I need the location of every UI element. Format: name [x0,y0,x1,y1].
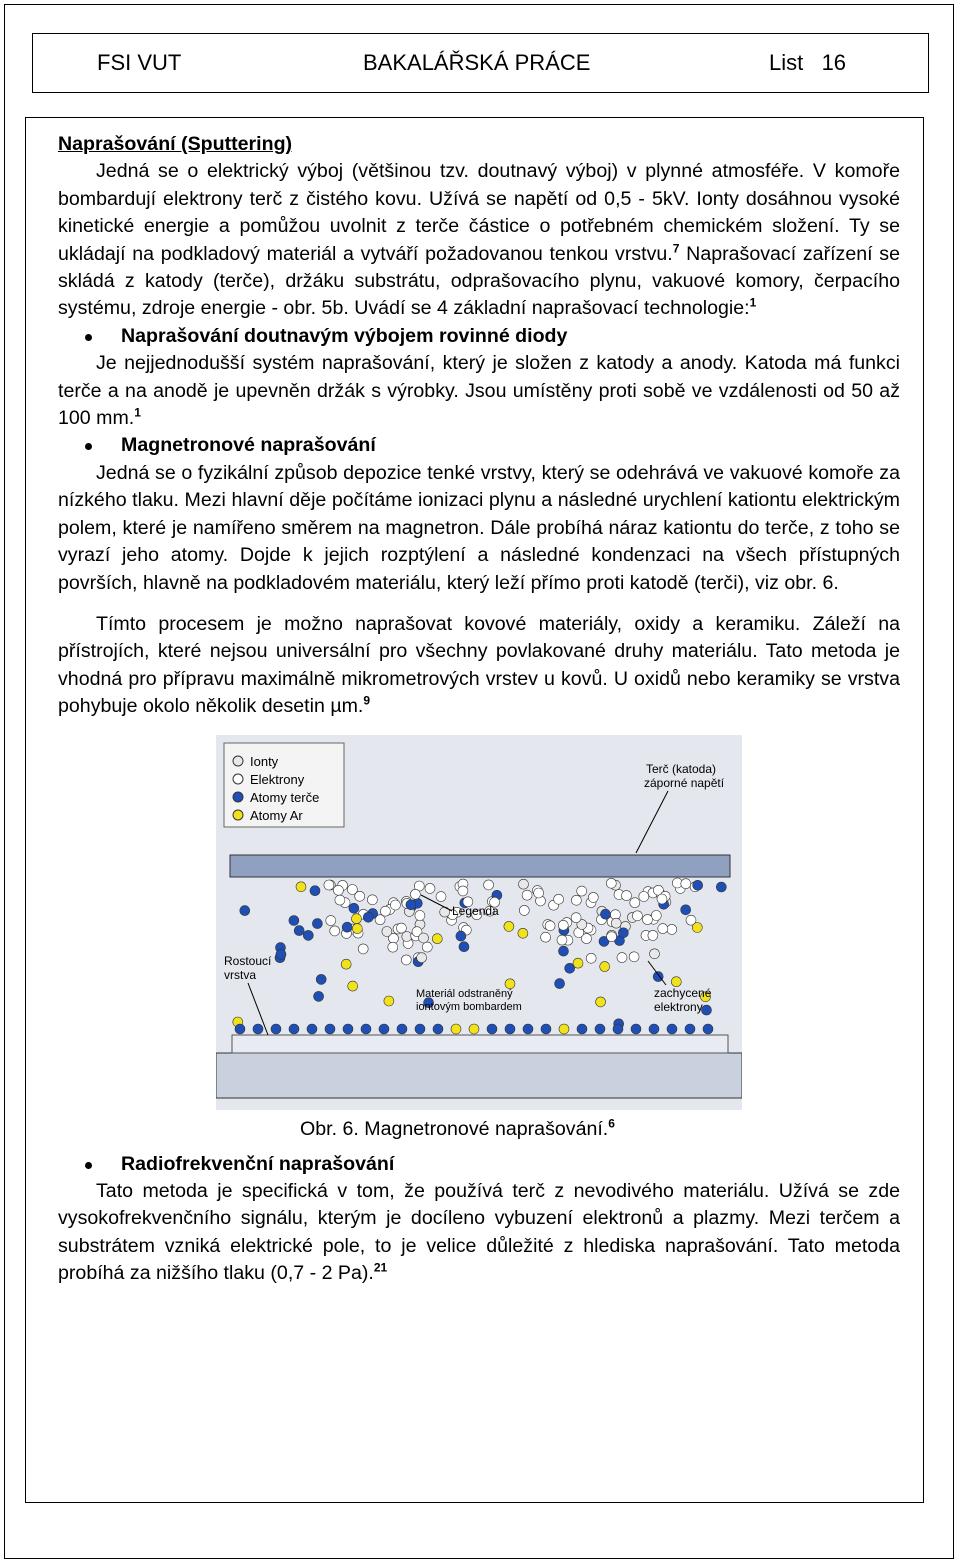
deposited-atom [307,1024,317,1034]
label-growing-layer: vrstva [224,967,257,982]
label-growing: Rostoucí [224,953,272,968]
ar-atom-particle [518,928,528,938]
electron-particle [586,953,596,963]
target-atom-particle [459,941,469,951]
electron-particle [410,889,420,899]
electron-particle [333,885,343,895]
bullet-icon [85,443,92,450]
electron-particle [436,891,446,901]
ar-atom-particle [384,996,394,1006]
electron-particle [571,912,581,922]
target-atom-particle [565,963,575,973]
deposited-atom [433,1024,443,1034]
deposited-atom [487,1024,497,1034]
electron-particle [571,895,581,905]
ar-atom-particle [504,921,514,931]
growing-layer [232,1035,728,1053]
electron-particle [629,951,639,961]
target-atom-particle [289,915,299,925]
caption-text: Obr. 6. Magnetronové naprašování. [300,1117,609,1140]
bullet-paragraph: Jedná se o fyzikální způsob depozice tenké vrstvy, který se odehrává ve vakuové komoře za nízkého tlaku. Mezi hlavní děje počítáme ionizaci plynu a následné urychlení kationtu elektrickým polem, které je namířeno směrem na magnetron. Dále probíhá náraz kationtu do terče, z toho se vyrazí jeho atomy. Dojde k jejich rozptýlení a následné kondenzaci na všech přístupných površích, hlavně na podkladovém materiálu, který leží přímo proti katodě (terči), viz obr. 6. [58,461,900,594]
target-atom-particle [316,974,326,984]
citation: 1 [749,295,757,310]
label-legend: Legenda [452,903,499,918]
ar-atom-particle [352,913,362,923]
electron-particle [326,915,336,925]
section-title: Naprašování (Sputtering) [58,133,293,155]
label-target: Terč (katoda) [646,761,717,776]
deposited-atom [469,1024,479,1034]
deposited-atom [379,1024,389,1034]
deposited-atom [649,1024,659,1034]
citation: 1 [134,405,141,420]
ar-atom-particle [348,981,358,991]
electron-particle [667,924,677,934]
ar-atom-particle [341,959,351,969]
bullet-text: Tato metoda je specifická v tom, že používá terč z nevodivého materiálu. Užívá se zde vysokofrekvenčního signálu, kterým je docíleno vybuzení elektronů a plazmy. Mezi terčem a substrátem vzniká elektrické pole, to je velice důležité z hlediska naprašování. Tato metoda probíhá za nižšího tlaku (0,7 - 2 Pa). [58,1179,900,1285]
intro-text-continued: Naprašovací zařízení se skládá z katody (terče), držáku substrátu, odprašovacího plynu, vakuové komory, čerpacího systému, zdroje energie - obr. 5b. Uvádí se 4 základní naprašovací technologie: [58,242,900,320]
bullet-heading [58,432,900,459]
target-atom-particle [559,946,569,956]
intro-paragraph [58,158,900,322]
target-atom-particle [349,903,359,913]
ion-particle [382,926,392,936]
ar-atom-particle [432,933,442,943]
electron-particle [643,914,653,924]
electron-particle [358,943,368,953]
deposited-atom [343,1024,353,1034]
electron-particle [401,954,411,964]
deposited-atom [685,1024,695,1034]
electron-particle [558,920,568,930]
electron-particle [367,894,377,904]
deposited-atom [271,1024,281,1034]
target-atom-particle [342,922,352,932]
bullet-icon [85,1162,92,1169]
ion-particle [650,948,660,958]
citation: 21 [373,1260,388,1275]
deposited-atom [577,1024,587,1034]
bullet-paragraph [58,350,900,432]
electron-particle [557,935,567,945]
electron-particle [606,878,616,888]
electron-particle [388,942,398,952]
deposited-atom [631,1024,641,1034]
deposited-atom [703,1024,713,1034]
citation: 7 [672,241,680,256]
deposited-atom [523,1024,533,1034]
citation: 9 [363,693,371,708]
target-atom-particle [240,905,250,915]
label-trapped-electrons: elektrony [654,999,703,1014]
electron-particle [651,910,661,920]
target-plate [230,855,730,877]
bullet-paragraph [58,611,900,721]
electron-particle [324,880,334,890]
deposited-atom [397,1024,407,1034]
electron-particle [519,905,529,915]
ion-particle [417,952,427,962]
ar-atom-particle [600,961,610,971]
electron-particle [617,952,627,962]
deposited-atom [451,1024,461,1034]
electron-particle [545,920,555,930]
header-page-number: List 16 [769,50,847,75]
header-document-type: BAKALÁŘSKÁ PRÁCE [363,50,591,75]
electron-particle [657,894,667,904]
electron-particle [330,925,340,935]
target-atom-particle [693,880,703,890]
deposited-atom [325,1024,335,1034]
target-atom-particle [681,904,691,914]
ion-particle [419,933,429,943]
label-removed: Materiál odstraněný [416,987,513,1000]
deposited-atom [595,1024,605,1034]
label-trapped: zachycené [654,985,712,1000]
electron-particle [425,883,435,893]
electron-particle [335,895,345,905]
deposited-atom [289,1024,299,1034]
electron-particle [588,892,598,902]
electron-particle [380,906,390,916]
ar-atom-particle [352,923,362,933]
bullet-heading-text: Radiofrekvenční naprašování [121,1152,395,1175]
electron-particle [648,930,658,940]
bullet-heading [58,1151,900,1178]
bullet-text: Tímto procesem je možno naprašovat kovové materiály, oxidy a keramiku. Záleží na přístrojích, které nejsou universální pro všechny povlakované druhy materiálu. Tato metoda je vhodná pro přípravu maximálně mikrometrových vrstev u kovů. U oxidů nebo keramiky se vrstva pohybuje okolo několik desetin µm. [58,612,900,718]
magnetron-diagram [216,735,742,1110]
page-content [58,131,900,1288]
deposited-atom [541,1024,551,1034]
target-atom-particle [618,927,628,937]
bullet-heading-text: Magnetronové naprašování [121,434,376,457]
electron-particle [484,879,494,889]
electron-particle [632,910,642,920]
header-faculty: FSI VUT [97,50,182,75]
electron-particle [390,900,400,910]
ar-atom-particle [296,881,306,891]
bullet-text: Je nejjednodušší systém naprašování, který je složen z katody a anody. Katoda má funkci terče a na anodě je upevněn držák s výrobky. Jsou umístěny proti sobě ve vzdálenosti od 50 až 100 mm. [58,352,900,430]
label-target-voltage: záporné napětí [644,775,725,790]
label-removed-bombard: iontovým bombardem [416,1000,522,1013]
target-atom-particle [702,1005,712,1015]
figure-magnetron-sputtering [58,735,900,1145]
deposited-atom [559,1024,569,1034]
deposited-atom [253,1024,263,1034]
target-atom-particle [555,978,565,988]
target-atom-particle [456,931,466,941]
target-atom-particle [601,909,611,919]
page-header [32,33,929,93]
target-atom-particle [294,925,304,935]
ar-atom-particle [692,922,702,932]
target-atom-particle [312,918,322,928]
deposited-atom [235,1024,245,1034]
bullet-heading [58,323,900,350]
electron-particle [458,885,468,895]
target-atom-particle [314,991,324,1001]
target-atom-particle [363,912,373,922]
electron-particle [522,890,532,900]
legend-target-atoms: Atomy terče [250,789,320,805]
electron-particle [607,931,617,941]
electron-particle [554,894,564,904]
legend-ar-atoms: Atomy Ar [250,807,303,823]
electron-particle [681,878,691,888]
citation: 6 [608,1116,615,1130]
legend-electrons: Elektrony [250,771,305,787]
bullet-icon [85,334,92,341]
target-atom-particle [406,899,416,909]
electron-particle [630,897,640,907]
deposited-atom [667,1024,677,1034]
electron-particle [622,890,632,900]
substrate-holder [216,1053,742,1098]
ar-atom-particle [596,996,606,1006]
deposited-atom [415,1024,425,1034]
ion-particle [519,879,529,889]
deposited-atom [505,1024,515,1034]
electron-particle [396,923,406,933]
intro-text: Jedná se o elektrický výboj (většinou tzv. doutnavý výboj) v plynné atmosféře. V komoře bombardují elektrony terč z čistého kovu. Užívá se napětí od 0,5 - 5kV. Ionty dosáhnou vysoké kinetické energie a pomůžou uvolnit z terče částice o potřebném chemickém složení. Ty se ukládají na podkladový materiál a vytváří požadovanou tenkou vrstvu. [58,160,900,265]
electron-particle [541,932,551,942]
electron-particle [534,888,544,898]
electron-particle [639,891,649,901]
electron-particle [415,910,425,920]
electron-particle [422,942,432,952]
bullet-heading-text: Naprašování doutnavým výbojem rovinné diody [121,324,568,347]
target-atom-particle [276,949,286,959]
target-atom-particle [716,882,726,892]
deposited-atom [613,1024,623,1034]
ion-particle [611,918,621,928]
legend-ions: Ionty [250,753,279,769]
target-atom-particle [310,885,320,895]
electron-particle [658,923,668,933]
bullet-paragraph [58,1178,900,1288]
electron-particle [577,886,587,896]
deposited-atom [361,1024,371,1034]
target-atom-particle [303,930,313,940]
figure-caption [300,1116,615,1143]
electron-particle [355,891,365,901]
